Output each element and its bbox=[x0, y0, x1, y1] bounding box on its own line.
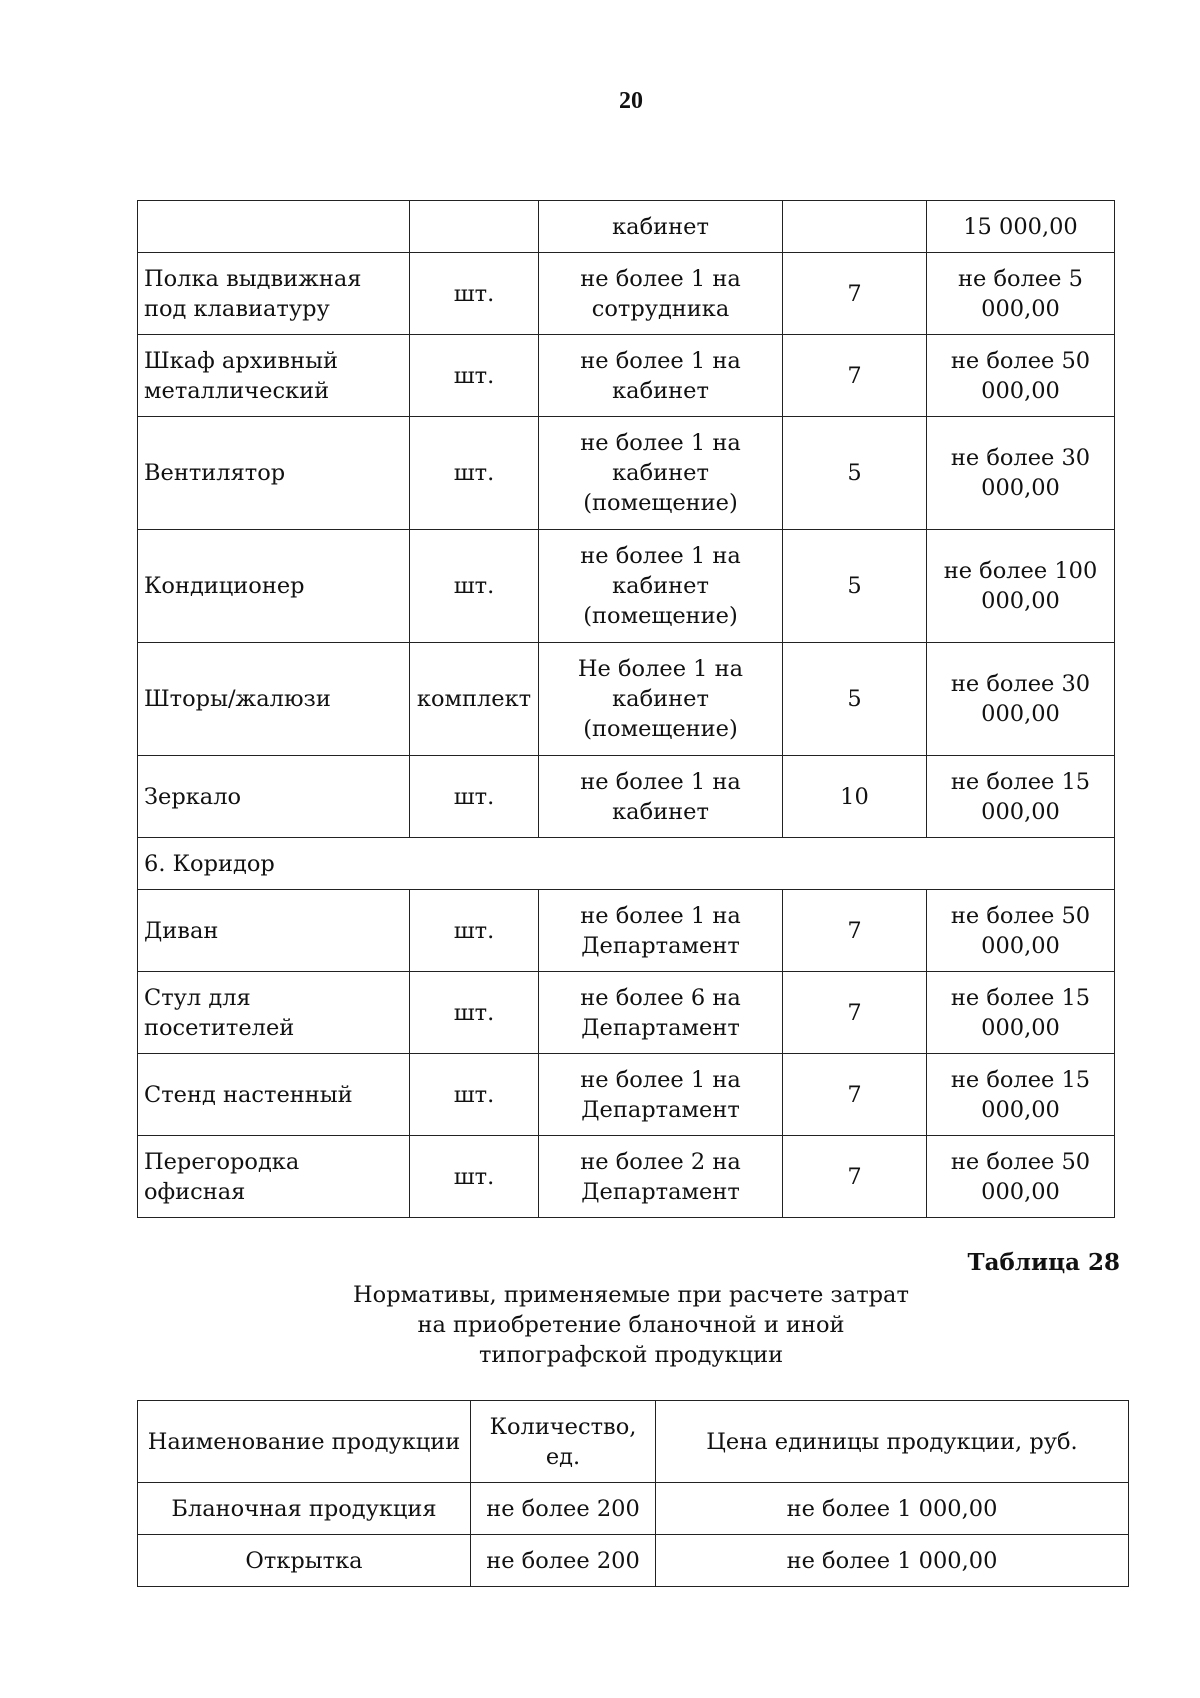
table-row bbox=[138, 756, 1115, 838]
cell-norm: не более 1 на сотрудника bbox=[539, 253, 783, 335]
table-row bbox=[138, 201, 1115, 253]
cell-price: не более 15 000,00 bbox=[927, 1054, 1115, 1136]
table-row bbox=[138, 643, 1115, 756]
cell-unit: шт. bbox=[410, 530, 539, 643]
cell-price: не более 100 000,00 bbox=[927, 530, 1115, 643]
cell-norm: Не более 1 на кабинет (помещение) bbox=[539, 643, 783, 756]
cell-unit: шт. bbox=[410, 1054, 539, 1136]
cell-name: Кондиционер bbox=[138, 530, 410, 643]
cell-name: Стул для посетителей bbox=[138, 972, 410, 1054]
cell-quantity: не более 200 bbox=[471, 1535, 656, 1587]
cell-unit: шт. bbox=[410, 1136, 539, 1218]
section-row bbox=[138, 838, 1115, 890]
cell-price: не более 30 000,00 bbox=[927, 417, 1115, 530]
cell-price: не более 50 000,00 bbox=[927, 1136, 1115, 1218]
cell-name bbox=[138, 201, 410, 253]
cell-price: не более 50 000,00 bbox=[927, 335, 1115, 417]
cell-unit: шт. bbox=[410, 335, 539, 417]
cell-quantity: не более 200 bbox=[471, 1483, 656, 1535]
cell-name: Шторы/жалюзи bbox=[138, 643, 410, 756]
printing-products-table bbox=[137, 1400, 1129, 1587]
section-title: 6. Коридор bbox=[138, 838, 1115, 890]
header-row bbox=[138, 1401, 1129, 1483]
cell-name: Диван bbox=[138, 890, 410, 972]
header-cell-name: Наименование продукции bbox=[138, 1401, 471, 1483]
cell-price: 15 000,00 bbox=[927, 201, 1115, 253]
cell-years: 7 bbox=[783, 972, 927, 1054]
cell-name: Вентилятор bbox=[138, 417, 410, 530]
cell-years: 7 bbox=[783, 335, 927, 417]
table-title: Нормативы, применяемые при расчете затрат на приобретение бланочной и иной типографской продукции bbox=[353, 1282, 909, 1368]
cell-name: Перегородка офисная bbox=[138, 1136, 410, 1218]
cell-years bbox=[783, 201, 927, 253]
table-row bbox=[138, 530, 1115, 643]
cell-unit: шт. bbox=[410, 972, 539, 1054]
table-row bbox=[138, 253, 1115, 335]
cell-name: Шкаф архивный металлический bbox=[138, 335, 410, 417]
cell-price: не более 30 000,00 bbox=[927, 643, 1115, 756]
cell-years: 5 bbox=[783, 530, 927, 643]
cell-norm: не более 1 на кабинет (помещение) bbox=[539, 417, 783, 530]
table-row bbox=[138, 890, 1115, 972]
cell-price: не более 15 000,00 bbox=[927, 756, 1115, 838]
cell-years: 7 bbox=[783, 1136, 927, 1218]
cell-unit: комплект bbox=[410, 643, 539, 756]
cell-norm: не более 1 на Департамент bbox=[539, 890, 783, 972]
table-row bbox=[138, 1483, 1129, 1535]
cell-norm: не более 1 на кабинет bbox=[539, 335, 783, 417]
cell-unit: шт. bbox=[410, 890, 539, 972]
table-row bbox=[138, 1535, 1129, 1587]
cell-years: 7 bbox=[783, 890, 927, 972]
cell-name: Открытка bbox=[138, 1535, 471, 1587]
cell-price: не более 1 000,00 bbox=[656, 1483, 1129, 1535]
cell-name: Бланочная продукция bbox=[138, 1483, 471, 1535]
cell-norm: не более 1 на Департамент bbox=[539, 1054, 783, 1136]
cell-years: 5 bbox=[783, 417, 927, 530]
cell-years: 5 bbox=[783, 643, 927, 756]
cell-unit: шт. bbox=[410, 756, 539, 838]
cell-norm: кабинет bbox=[539, 201, 783, 253]
cell-norm: не более 1 на кабинет bbox=[539, 756, 783, 838]
cell-unit: шт. bbox=[410, 417, 539, 530]
table-row bbox=[138, 1054, 1115, 1136]
table-row bbox=[138, 1136, 1115, 1218]
cell-price: не более 15 000,00 bbox=[927, 972, 1115, 1054]
table-row bbox=[138, 335, 1115, 417]
cell-norm: не более 1 на кабинет (помещение) bbox=[539, 530, 783, 643]
cell-unit bbox=[410, 201, 539, 253]
cell-years: 10 bbox=[783, 756, 927, 838]
page-number: 20 bbox=[619, 88, 643, 114]
table-row bbox=[138, 972, 1115, 1054]
cell-name: Полка выдвижная под клавиатуру bbox=[138, 253, 410, 335]
cell-price: не более 50 000,00 bbox=[927, 890, 1115, 972]
cell-unit: шт. bbox=[410, 253, 539, 335]
cell-years: 7 bbox=[783, 1054, 927, 1136]
table-number: Таблица 28 bbox=[967, 1249, 1120, 1276]
cell-name: Зеркало bbox=[138, 756, 410, 838]
header-cell-quantity: Количество, ед. bbox=[471, 1401, 656, 1483]
header-cell-price: Цена единицы продукции, руб. bbox=[656, 1401, 1129, 1483]
table-row bbox=[138, 417, 1115, 530]
cell-norm: не более 2 на Департамент bbox=[539, 1136, 783, 1218]
cell-price: не более 5 000,00 bbox=[927, 253, 1115, 335]
furniture-norms-table bbox=[137, 200, 1115, 1218]
cell-name: Стенд настенный bbox=[138, 1054, 410, 1136]
cell-norm: не более 6 на Департамент bbox=[539, 972, 783, 1054]
cell-years: 7 bbox=[783, 253, 927, 335]
cell-price: не более 1 000,00 bbox=[656, 1535, 1129, 1587]
